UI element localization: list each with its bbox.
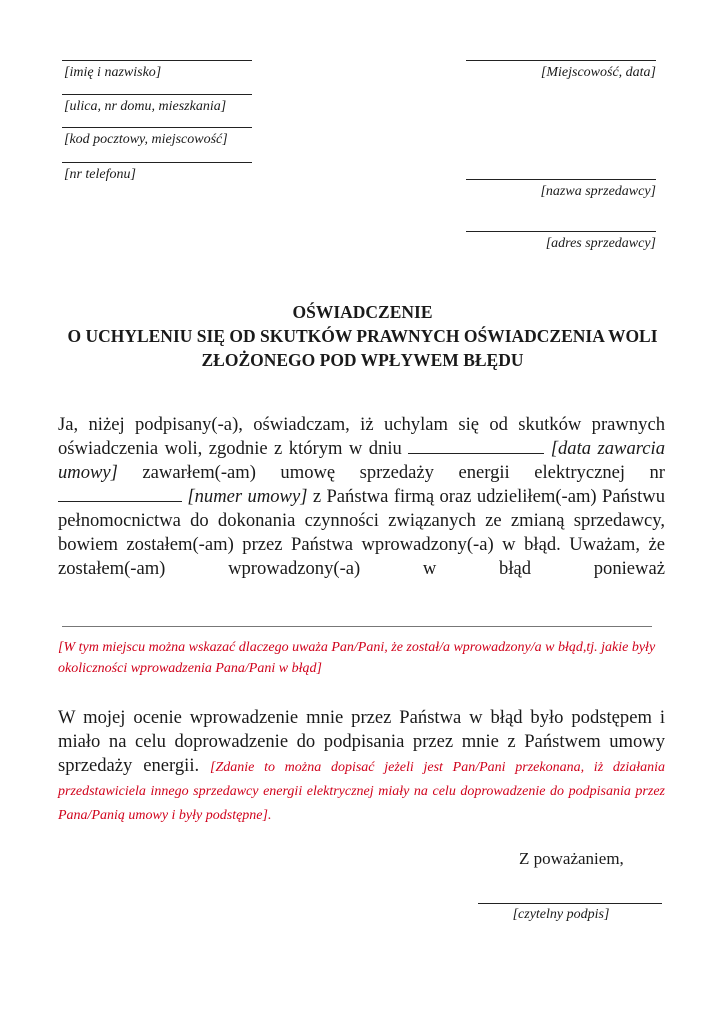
seller-name-field [466,179,656,201]
sender-postal-field [62,127,252,149]
seller-address-line [466,231,656,232]
sender-phone-caption: [nr telefonu] [64,167,136,182]
paragraph-1-part-1: Ja, niżej podpisany(-a), oświadczam, iż uchylam się od skutków prawnych oświadczenia woli, zgodnie z którym w dniu [58,414,665,459]
sender-street-line [62,94,252,95]
place-date-line [466,60,656,61]
seller-name-caption: [nazwa sprzedawcy] [540,184,656,199]
sender-street-field [62,94,252,116]
sender-name-caption: [imię i nazwisko] [64,65,162,80]
sender-postal-line [62,127,252,128]
sender-name-line [62,60,252,61]
sender-street-caption: [ulica, nr domu, mieszkania] [64,99,227,114]
signature-caption: [czytelny podpis] [512,907,610,922]
date-hint: [data zawarcia umowy] [58,438,665,483]
place-date-caption: [Miejscowość, data] [540,65,656,80]
contract-number-hint: [numer umowy] [187,486,308,507]
seller-address-field [466,231,656,253]
reason-fill-line [62,626,652,627]
paragraph-1 [58,413,665,581]
paragraph-2-text: W mojej ocenie wprowadzenie mnie przez Państwa w błąd było podstępem i miało na celu doprowadzenie do podpisania przez mnie z Państwem umowy sprzedaży energii. [58,707,665,776]
fraud-instruction-note: [Zdanie to można dopisać jeżeli jest Pan/Pani przekonana, iż działania przedstawiciela innego sprzedawcy energii elektrycznej miały na celu doprowadzenie do podpisania przez Pana/Panią umowy i były podstępne]. [58,760,665,823]
seller-address-caption: [adres sprzedawcy] [545,236,656,251]
document-title [40,300,685,372]
paragraph-1-part-2: zawarłem(-am) umowę sprzedaży energii elektrycznej nr [142,462,666,483]
place-date-field [466,60,656,82]
paragraph-2 [58,706,665,826]
paragraph-1-part-3: z Państwa firmą oraz udzieliłem(-am) Państwu pełnomocnictwa do dokonania czynności związanych ze zmianą sprzedawcy, bowiem zostałem(-am) przez Państwa wprowadzony(-a) w błąd. Uważam, że zostałem(-am) wprowadzony(-a) w błąd ponieważ [58,486,666,579]
signature-line [478,903,662,904]
reason-instruction-note: [W tym miejscu można wskazać dlaczego uważa Pan/Pani, że został/a wprowadzony/a w błąd,tj. jakie były okoliczności wprowadzenia Pana/Pani w błąd] [58,640,656,676]
title-line-1: OŚWIADCZENIE [292,302,433,322]
title-line-2: O UCHYLENIU SIĘ OD SKUTKÓW PRAWNYCH OŚWIADCZENIA WOLI [67,326,658,346]
sender-name-field [62,60,252,82]
date-blank [408,439,544,454]
seller-name-line [466,179,656,180]
closing-phrase: Z poważaniem, [519,849,624,868]
sender-phone-field [62,162,252,184]
sender-postal-caption: [kod pocztowy, miejscowość] [64,132,228,147]
contract-number-blank [58,487,182,502]
title-line-3: ZŁOŻONEGO POD WPŁYWEM BŁĘDU [201,350,524,370]
sender-phone-line [62,162,252,163]
